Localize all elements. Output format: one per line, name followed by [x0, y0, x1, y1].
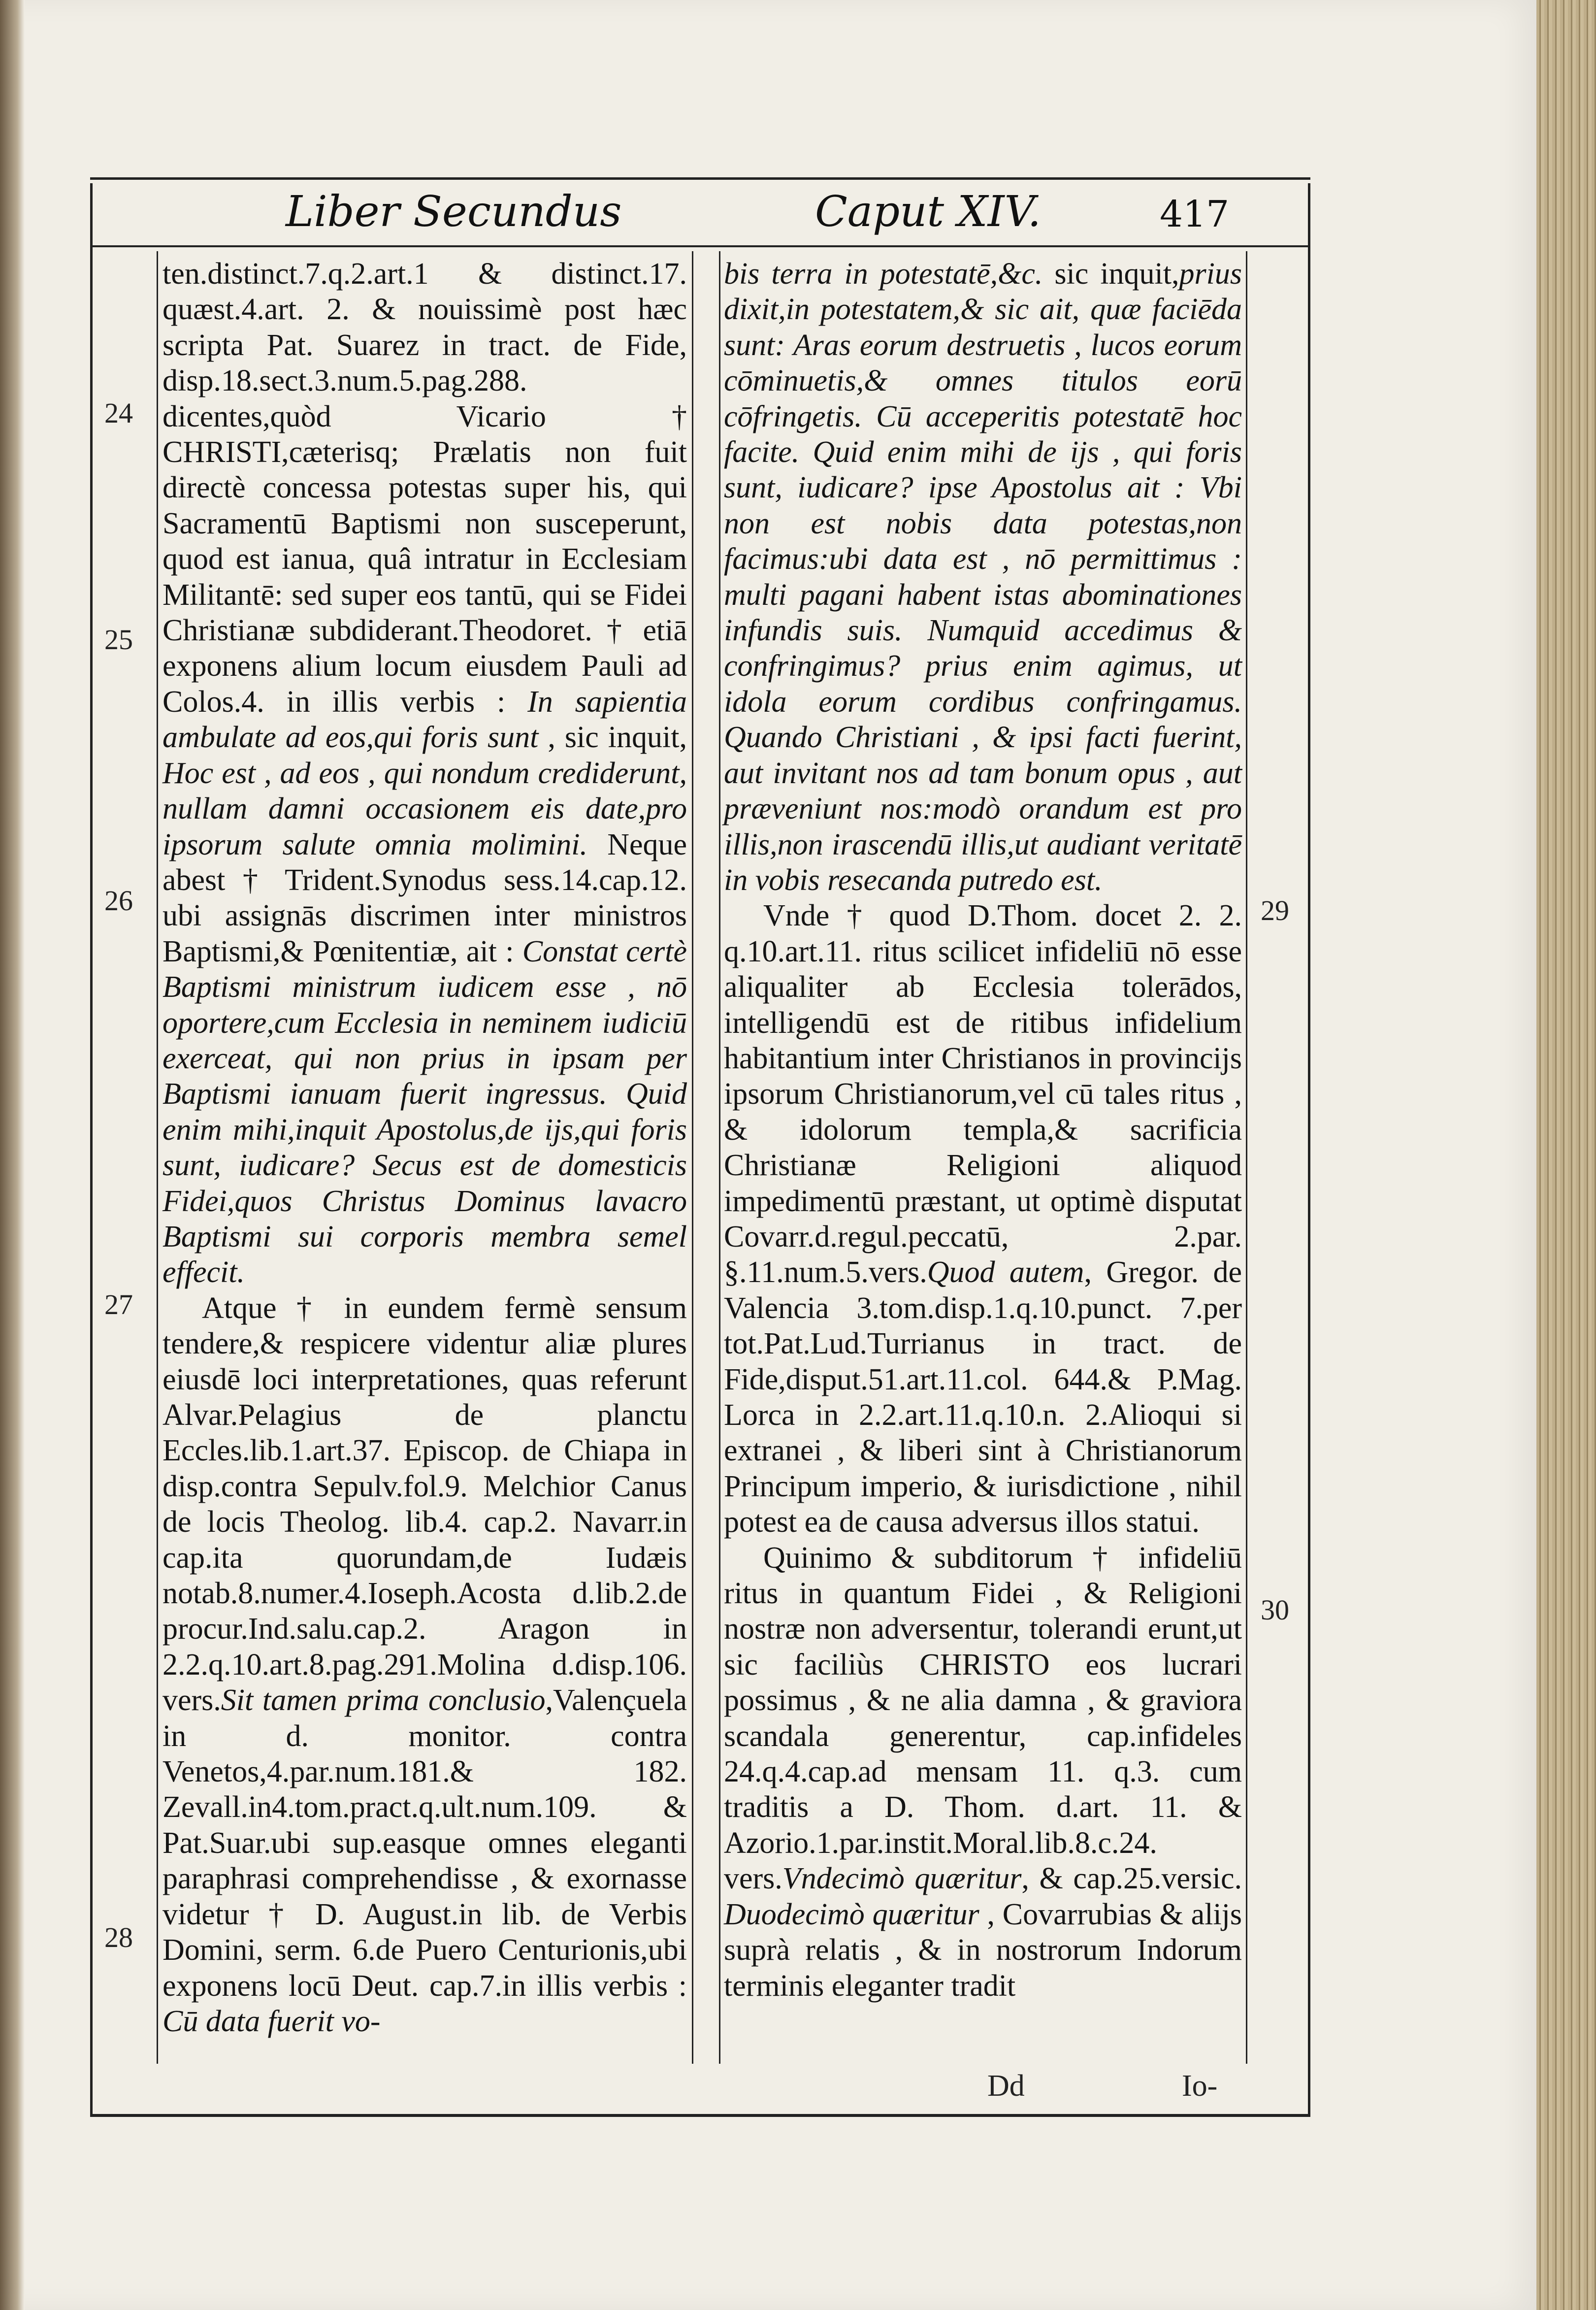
margin-number-27: 27 [104, 1288, 133, 1320]
margin-number-26: 26 [104, 885, 133, 917]
left-paragraph-1 [163, 256, 687, 1290]
running-title-left: Liber Secundus [286, 187, 622, 236]
right-p1-italic-1: bis terra in potestatē,&c. [724, 257, 1043, 291]
frame-left [90, 183, 93, 2114]
right-p2-text-b: , Gregor. de Valencia 3.tom.disp.1.q.10.punct. 7.per tot.Pat.Lud.Turrianus in tract. de Fide,disput.51.art.11.col. 644.& P.Mag. Lorca in 2.2.art.11.q.10.n. 2.Alioqui si extranei , & liberi sint à Christianorum Principum imperio, & iurisdictione , nihil potest ea de causa adversus illos statui. [724, 1255, 1242, 1539]
right-paragraph-1 [724, 256, 1242, 898]
right-paragraph-3 [724, 1540, 1242, 2004]
right-p1-italic-2: prius dixit,in potestatem,& sic ait, quæ faciēda sunt: Aras eorum destruetis , lucos eorum cōminuetis,& omnes titulos eorū cōfringetis. Cū acceperitis potestatē hoc facite. Quid enim mihi de ijs , qui foris sunt, iudicare? ipse Apostolus ait : Vbi non est nobis data potestas,non facimus:ubi data est , nō permittimus : multi pagani habent istas abominationes infundis suis. Numquid accedimus & confringimus? prius enim agimus, ut idola eorum cordibus confringamus. Quando Christiani , & ipsi facti fuerint, aut invitant nos ad tam bonum opus , aut præveniunt nos:modò orandum est pro illis,non irascendū illis,ut audiant veritatē in vobis resecanda putredo est. [724, 257, 1242, 897]
left-p2-text-b: ,Valençuela in d. monitor. contra Venetos,4.par.num.181.& 182. Zevall.in4.tom.pract.q.ult.num.109. & Pat.Suar.ubi sup.easque omnes eleganti paraphrasi comprehendisse , & exornasse videtur † D. August.in lib. de Verbis Domini, serm. 6.de Puero Centurionis,ubi exponens locū Deut. cap.7.in illis verbis : [163, 1683, 687, 2003]
left-p2-italic-1: Sit tamen prima conclusio [221, 1683, 546, 1717]
left-p1-text-b: , sic inquit, [538, 721, 687, 755]
left-p1-italic-1: In sapientia ambulate ad eos,qui foris sunt [163, 685, 687, 755]
right-paragraph-2 [724, 898, 1242, 1540]
margin-number-25: 25 [104, 624, 133, 656]
right-p3-italic-1: Vndecimò quæritur [782, 1862, 1022, 1896]
signature-mark: Dd [987, 2069, 1025, 2103]
left-p1-italic-3: Constat certè Baptismi ministrum iudicem esse , nō oportere,cum Ecclesia in neminem iudiciū exerceat, qui non prius in ipsam per Baptismi ianuam fuerit ingressus. Quid enim mihi,inquit Apostolus,de ijs,qui foris sunt, iudicare? Secus est de domesticis Fidei,quos Christus Dominus lavacro Baptismi sui corporis membra semel effecit. [163, 934, 687, 1289]
binding-gutter [0, 0, 25, 2310]
left-p1-text-c: Neque abest † Trident.Synodus sess.14.cap.12. ubi assignās discrimen inter ministros Baptismi,& Pœnitentiæ, ait : [163, 827, 687, 968]
margin-number-28: 28 [104, 1921, 133, 1953]
catchword: Io- [1182, 2069, 1218, 2103]
left-p1-italic-2: Hoc est , ad eos , qui nondum crediderunt, nullam damni occasionem eis date,pro ipsorum salute omnia molimini. [163, 756, 687, 861]
right-p3-text-a: Quinimo & subditorum † infideliū ritus in quantum Fidei , & Religioni nostræ non adversentur, tolerandi erunt,ut sic faciliùs CHRISTO eos lucrari possimus , & ne alia damna , & graviora scandala generentur, cap.infideles 24.q.4.cap.ad mensam 11. q.3. cum traditis a D. Thom. d.art. 11. & Azorio.1.par.instit.Moral.lib.8.c.24. vers. [724, 1541, 1242, 1896]
right-p3-text-c: , Covarrubias & alijs suprà relatis , & in nostrorum Indorum terminis eleganter tradit [724, 1897, 1242, 2003]
margin-number-29: 29 [1261, 894, 1289, 926]
right-column [724, 256, 1242, 2054]
column-rule-left [157, 251, 158, 2064]
left-paragraph-2 [163, 1290, 687, 2040]
left-p2-italic-2: Cū data fuerit vo- [163, 2004, 381, 2038]
page-number: 417 [1160, 193, 1230, 235]
left-p2-text-a: Atque † in eundem fermè sensum tendere,& respicere videntur aliæ plures eiusdē loci interpretationes, quas referunt Alvar.Pelagius de planctu Eccles.lib.1.art.37. Episcop. de Chiapa in disp.contra Sepulv.fol.9. Melchior Canus de locis Theolog. lib.4. cap.2. Navarr.in cap.ita quorundam,de Iudæis notab.8.numer.4.Ioseph.Acosta d.lib.2.de procur.Ind.salu.cap.2. Aragon in 2.2.q.10.art.8.pag.291.Molina d.disp.106. vers. [163, 1291, 687, 1717]
running-title-center: Caput XIV. [815, 187, 1042, 236]
top-rule [90, 177, 1310, 180]
page-edge [1536, 0, 1596, 2310]
column-rule-right [1246, 251, 1247, 2064]
margin-number-24: 24 [104, 397, 133, 429]
left-p1-text-a: ten.distinct.7.q.2.art.1 & distinct.17. quæst.4.art. 2. & nouissimè post hæc scripta Pat. Suarez in tract. de Fide, disp.18.sect.3.num.5.pag.288. dicentes,quòd Vicario † CHRISTI,cæterisq; Prælatis non fuit directè concessa potestas super his, qui Sacramentū Baptismi non susceperunt, quod est ianua, quâ intratur in Ecclesiam Militantē: sed super eos tantū, qui se Fidei Christianæ subdiderant.Theodoret. † etiā exponens alium locum eiusdem Pauli ad Colos.4. in illis verbis : [163, 257, 687, 719]
right-p3-italic-2: Duodecimò quæritur [724, 1897, 979, 1931]
frame-right [1308, 183, 1310, 2114]
left-column [163, 256, 687, 2054]
right-p1-text-a: sic inquit, [1042, 257, 1179, 291]
right-p3-text-b: , & cap.25.versic. [1021, 1862, 1242, 1896]
column-divider-2 [719, 251, 720, 2064]
column-divider [692, 251, 693, 2064]
right-p2-text-a: Vnde † quod D.Thom. docet 2. 2. q.10.art.11. ritus scilicet infideliū nō esse aliqualiter ab Ecclesia tolerādos, intelligendū est de ritibus infidelium habitantium inter Christianos in provincijs ipsorum Christianorum,vel cū tales ritus , & idolorum templa,& sacrificia Christianæ Religioni aliquod impedimentū præstant, ut optimè disputat Covarr.d.regul.peccatū, 2.par. §.11.num.5.vers. [724, 899, 1242, 1289]
right-p2-italic: Quod autem [927, 1255, 1084, 1289]
margin-number-30: 30 [1261, 1594, 1289, 1626]
